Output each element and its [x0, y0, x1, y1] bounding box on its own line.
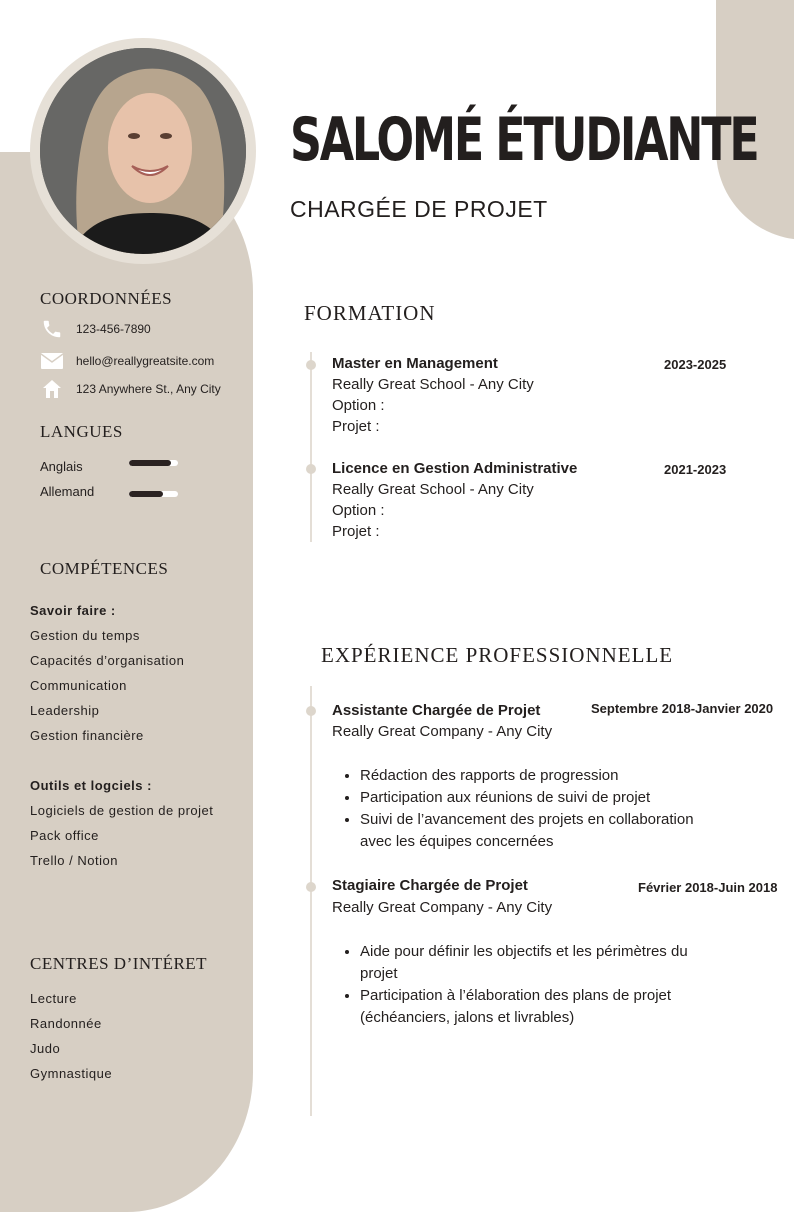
list-item: Communication	[30, 678, 127, 693]
home-icon	[40, 378, 64, 400]
formation-heading: FORMATION	[304, 301, 436, 325]
experience-title: Assistante Chargée de Projet	[332, 702, 541, 719]
experience-date: Février 2018-Juin 2018	[638, 880, 778, 895]
contact-heading: COORDONNÉES	[40, 289, 173, 308]
profile-photo	[40, 48, 246, 254]
experience-heading: EXPÉRIENCE PROFESSIONNELLE	[321, 643, 674, 667]
language-level-fill	[129, 460, 171, 466]
formation-title: Master en Management	[332, 355, 498, 372]
formation-option: Option :	[332, 397, 385, 414]
contact-email	[40, 350, 214, 372]
list-item: • Rédaction des rapports de progression	[360, 765, 760, 787]
list-item: Pack office	[30, 828, 99, 843]
formation-title: Licence en Gestion Administrative	[332, 460, 578, 477]
experience-company: Really Great Company - Any City	[332, 723, 553, 740]
formation-timeline	[310, 352, 312, 542]
experience-title: Stagiaire Chargée de Projet	[332, 877, 528, 894]
interests-list	[30, 986, 112, 1086]
language-label: Allemand	[40, 484, 95, 499]
formation-projet: Projet :	[332, 523, 380, 540]
timeline-dot	[306, 360, 316, 370]
formation-projet: Projet :	[332, 418, 380, 435]
skills-heading: COMPÉTENCES	[40, 559, 169, 578]
phone-text: 123-456-7890	[76, 322, 151, 336]
formation-school: Really Great School - Any City	[332, 376, 534, 393]
formation-date: 2021-2023	[664, 462, 727, 477]
mail-icon	[40, 350, 64, 372]
savoir-faire-list	[30, 598, 184, 748]
email-text: hello@reallygreatsite.com	[76, 354, 215, 368]
list-item: Leadership	[30, 703, 100, 718]
tools-label: Outils et logciels :	[30, 778, 152, 793]
list-item: Gymnastique	[30, 1066, 113, 1081]
experience-date: Septembre 2018-Janvier 2020	[591, 701, 774, 716]
list-item: Trello / Notion	[30, 853, 118, 868]
formation-school: Really Great School - Any City	[332, 481, 534, 498]
contact-address	[40, 378, 221, 400]
experience-timeline	[310, 686, 312, 1116]
language-label: Anglais	[40, 459, 83, 474]
list-item: Lecture	[30, 991, 77, 1006]
address-text: 123 Anywhere St., Any City	[76, 382, 221, 396]
list-item: Judo	[30, 1041, 61, 1056]
tools-list	[30, 773, 213, 873]
experience-bullets	[332, 765, 760, 853]
phone-icon	[40, 318, 64, 340]
timeline-dot	[306, 882, 316, 892]
formation-option: Option :	[332, 502, 385, 519]
list-item: Gestion financière	[30, 728, 144, 743]
list-item: Logiciels de gestion de projet	[30, 803, 214, 818]
languages-heading: LANGUES	[40, 422, 123, 441]
timeline-dot	[306, 706, 316, 716]
list-item: Gestion du temps	[30, 628, 140, 643]
job-title: CHARGÉE DE PROJET	[290, 196, 548, 222]
savoir-faire-label: Savoir faire :	[30, 603, 116, 618]
language-level-fill	[129, 491, 163, 497]
list-item: Capacités d’organisation	[30, 653, 185, 668]
full-name: SALOMÉ ÉTUDIANTE	[290, 105, 758, 175]
list-item: • Participation à l’élaboration des plans de projet (échéanciers, jalons et livrables)	[360, 985, 705, 1029]
list-item: • Aide pour définir les objectifs et les périmètres du projet	[360, 941, 705, 985]
formation-date: 2023-2025	[664, 357, 727, 372]
list-item: • Suivi de l’avancement des projets en collaboration avec les équipes concernées	[360, 809, 710, 853]
language-level-bar	[129, 491, 178, 497]
contact-phone	[40, 318, 151, 340]
list-item: • Participation aux réunions de suivi de projet	[360, 787, 760, 809]
list-item: Randonnée	[30, 1016, 102, 1031]
experience-bullets	[332, 941, 760, 1029]
experience-company: Really Great Company - Any City	[332, 899, 553, 916]
language-level-bar	[129, 460, 178, 466]
timeline-dot	[306, 464, 316, 474]
interests-heading: CENTRES D’INTÉRET	[30, 954, 208, 973]
